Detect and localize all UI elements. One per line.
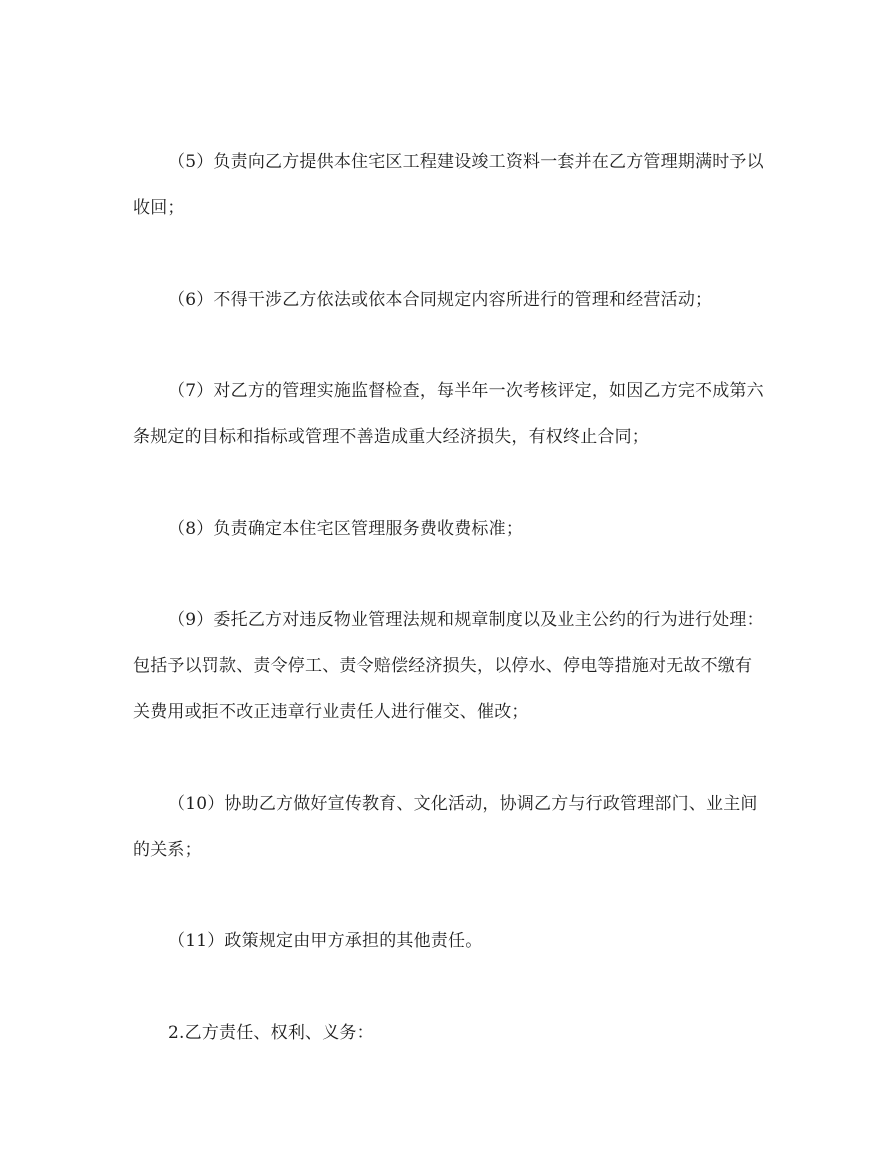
paragraph-5-line-1: （5）负责向乙方提供本住宅区工程建设竣工资料一套并在乙方管理期满时予以 — [168, 152, 764, 172]
paragraph-10-line-1: （10）协助乙方做好宣传教育、文化活动，协调乙方与行政管理部门、业主间 — [168, 794, 758, 814]
paragraph-9-line-3: 关费用或拒不改正违章行业责任人进行催交、催改； — [133, 702, 529, 722]
paragraph-9-line-2: 包括予以罚款、责令停工、责令赔偿经济损失，以停水、停电等措施对无故不缴有 — [133, 656, 753, 676]
paragraph-10-line-2: 的关系； — [133, 840, 202, 860]
paragraph-8-line-1: （8）负责确定本住宅区管理服务费收费标准； — [168, 519, 524, 539]
paragraph-6-line-1: （6）不得干涉乙方依法或依本合同规定内容所进行的管理和经营活动； — [168, 290, 713, 310]
paragraph-5-line-2: 收回； — [133, 198, 185, 218]
paragraph-7-line-2: 条规定的目标和指标或管理不善造成重大经济损失，有权终止合同； — [133, 427, 649, 447]
section-heading: 2.乙方责任、权利、义务： — [168, 1023, 374, 1043]
paragraph-11-line-1: （11）政策规定由甲方承担的其他责任。 — [168, 931, 483, 951]
paragraph-9-line-1: （9）委托乙方对违反物业管理法规和规章制度以及业主公约的行为进行处理： — [168, 610, 764, 630]
paragraph-7-line-1: （7）对乙方的管理实施监督检查，每半年一次考核评定，如因乙方完不成第六 — [168, 381, 764, 401]
